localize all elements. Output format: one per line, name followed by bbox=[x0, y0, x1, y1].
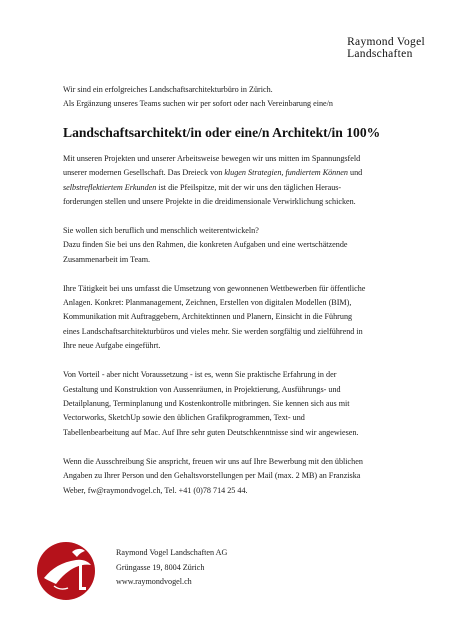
paragraph-development bbox=[63, 224, 415, 267]
brand-name: Raymond Vogel bbox=[347, 36, 425, 48]
main-content bbox=[63, 83, 415, 512]
text-line: Tabellenbearbeitung auf Mac. Auf Ihre sehr guten Deutschkenntnisse sind wir angewiesen. bbox=[63, 427, 359, 437]
text-line: Ihre Tätigkeit bei uns umfasst die Umsetzung von gewonnenen Wettbewerben für öffentliche bbox=[63, 283, 366, 293]
emphasis-text: klugen Strategien, fundiertem Können bbox=[224, 168, 348, 178]
text-line: Wenn die Ausschreibung Sie anspricht, freuen wir uns auf Ihre Bewerbung mit den üblichen bbox=[63, 456, 363, 466]
text-line: Gestaltung und Konstruktion von Aussenräumen, in Projektierung, Ausführungs- und bbox=[63, 384, 341, 394]
text-line: Dazu finden Sie bei uns den Rahmen, die konkreten Aufgaben und eine wertschätzende bbox=[63, 240, 348, 250]
intro-line: Wir sind ein erfolgreiches Landschaftsarchitekturbüro in Zürich. bbox=[63, 85, 273, 94]
text-line: Kommunikation mit Auftraggebern, Architektinnen und Planern, Einsicht in die Führung bbox=[63, 312, 353, 322]
text-line: Detailplanung, Terminplanung und Kostenkontrolle mitbringen. Sie kennen sich aus mit bbox=[63, 399, 350, 408]
company-website: www.raymondvogel.ch bbox=[116, 577, 192, 587]
brand-subtitle: Landschaften bbox=[347, 48, 413, 60]
text-line: Mit unseren Projekten und unserer Arbeitsweise bewegen wir uns mitten im Spannungsfeld bbox=[63, 153, 361, 163]
text-span: unserer modernen Gesellschaft. Das Dreieck von bbox=[63, 168, 225, 178]
job-title: Landschaftsarchitekt/in oder eine/n Architekt/in 100% bbox=[63, 124, 381, 140]
bird-logo-icon bbox=[36, 538, 96, 602]
text-line: forderungen stellen und unsere Projekte in die dreidimensionale Verwirklichung schicken. bbox=[63, 197, 356, 207]
text-line: Weber, fw@raymondvogel.ch, Tel. +41 (0)78 714 25 44. bbox=[63, 485, 248, 495]
text-line: Von Vorteil - aber nicht Voraussetzung - ist es, wenn Sie praktische Erfahrung in der bbox=[63, 370, 337, 380]
paragraph-application bbox=[63, 455, 415, 498]
company-street: Grüngasse 19, 8004 Zürich bbox=[116, 562, 205, 572]
text-line: Ihre neue Aufgabe eingeführt. bbox=[63, 341, 161, 351]
intro-paragraph bbox=[63, 83, 415, 112]
text-line: Anlagen. Konkret: Planmanagement, Zeichnen, Erstellen von digitalen Modellen (BIM), bbox=[63, 298, 352, 308]
text-line bbox=[63, 181, 415, 195]
text-line: Zusammenarbeit im Team. bbox=[63, 254, 151, 264]
intro-line: Als Ergänzung unseres Teams suchen wir per sofort oder nach Vereinbarung eine/n bbox=[63, 99, 333, 109]
footer bbox=[36, 538, 416, 608]
paragraph-tasks bbox=[63, 282, 415, 354]
brand-header bbox=[347, 36, 425, 60]
text-line: eines Landschaftsarchitekturbüros und vieles mehr. Sie werden sorgfältig und zielführend in bbox=[63, 326, 363, 336]
text-line: Sie wollen sich beruflich und menschlich weiterentwickeln? bbox=[63, 225, 259, 235]
text-line: Vectorworks, SketchUp sowie den üblichen Grafikprogrammen, Text- und bbox=[63, 413, 305, 423]
emphasis-text: selbstreflektiertem Erkunden bbox=[63, 182, 157, 192]
text-line bbox=[63, 166, 415, 180]
paragraph-requirements bbox=[63, 368, 415, 440]
company-address bbox=[116, 546, 227, 590]
text-line: Angaben zu Ihrer Person und den Gehaltsvorstellungen per Mail (max. 2 MB) an Franziska bbox=[63, 471, 361, 481]
company-name: Raymond Vogel Landschaften AG bbox=[116, 548, 228, 557]
text-span: ist die Pfeilspitze, mit der wir uns den täglichen Heraus- bbox=[156, 182, 342, 192]
text-span: und bbox=[347, 168, 363, 178]
paragraph-company bbox=[63, 152, 415, 210]
